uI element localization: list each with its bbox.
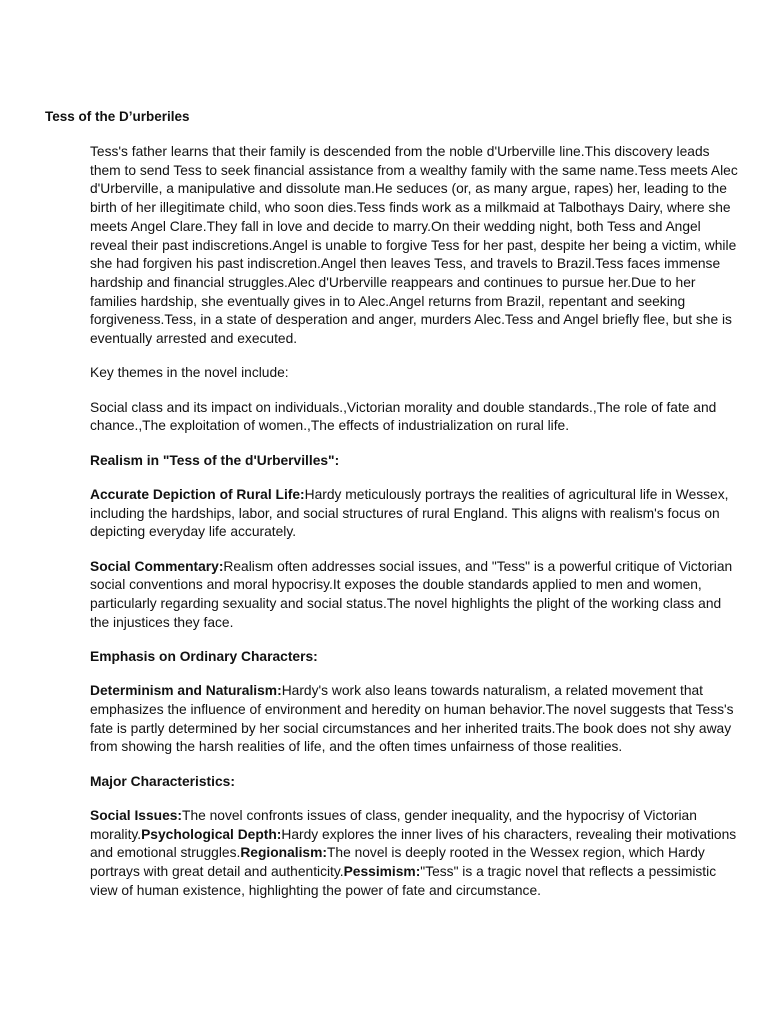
rural-life-paragraph	[90, 486, 742, 542]
document-title: Tess of the D’urberiles	[45, 109, 190, 124]
social-commentary-paragraph	[90, 558, 742, 633]
pessimism-label: Pessimism:	[343, 864, 421, 880]
psychological-depth-text: Hardy explores the inner lives of his characters, revealing their motivations and emotional struggles.	[90, 826, 737, 861]
social-commentary-label: Social Commentary:	[90, 558, 224, 574]
regionalism-label: Regionalism:	[240, 845, 327, 861]
themes-intro: Key themes in the novel include:	[90, 365, 289, 381]
themes-list: Social class and its impact on individuals.,Victorian morality and double standards.,The role of fate and chance.,The exploitation of women.,The effects of industrialization on rural life.	[90, 399, 717, 434]
social-issues-text: The novel confronts issues of class, gender inequality, and the hypocrisy of Victorian morality.	[90, 808, 697, 842]
ordinary-characters-heading: Emphasis on Ordinary Characters:	[90, 649, 318, 665]
regionalism-text: The novel is deeply rooted in the Wessex region, which Hardy portrays with great detail and authenticity.	[90, 845, 705, 880]
realism-heading: Realism in "Tess of the d'Urbervilles":	[90, 452, 340, 468]
characteristics-paragraph	[90, 807, 742, 901]
determinism-label: Determinism and Naturalism:	[90, 683, 282, 699]
social-issues-label: Social Issues:	[90, 808, 183, 824]
rural-life-label: Accurate Depiction of Rural Life:	[90, 486, 305, 502]
determinism-text: Hardy's work also leans towards naturalism, a related movement that emphasizes the influence of environment and heredity on human behavior.The novel suggests that Tess's fate is partly determined by her social circumstances and her inherited traits.The book does not shy away from showing the harsh realities of life, and the often times unfairness of those realities.	[90, 683, 734, 755]
social-commentary-text: Realism often addresses social issues, and "Tess" is a powerful critique of Victorian social conventions and moral hypocrisy.It exposes the double standards applied to men and women, particularly regarding sexuality and social status.The novel highlights the plight of the working class and the injustices they face.	[90, 558, 733, 630]
rural-life-text: Hardy meticulously portrays the realities of agricultural life in Wessex, including the hardships, labor, and social structures of rural England. This aligns with realism's focus on depicting everyday life accurately.	[90, 486, 729, 540]
psychological-depth-label: Psychological Depth:	[141, 826, 282, 842]
determinism-paragraph	[90, 682, 742, 757]
plot-summary-paragraph: Tess's father learns that their family is descended from the noble d'Urberville line.This discovery leads them to send Tess to seek financial assistance from a wealthy family with the same name.Tess meets Alec d'Urberville, a manipulative and dissolute man.He seduces (or, as many argue, rapes) her, leading to the birth of her illegitimate child, who soon dies.Tess finds work as a milkmaid at Talbothays Dairy, where she meets Angel Clare.They fall in love and decide to marry.On their wedding night, both Tess and Angel reveal their past indiscretions.Angel is unable to forgive Tess for her past, despite her being a victim, while she had forgiven his past indiscretion.Angel then leaves Tess, and travels to Brazil.Tess faces immense hardship and financial struggles.Alec d'Urberville reappears and continues to pursue her.Due to her families hardship, she eventually gives in to Alec.Angel returns from Brazil, repentant and seeking forgiveness.Tess, in a state of desperation and anger, murders Alec.Tess and Angel briefly flee, but she is eventually arrested and executed.	[90, 144, 738, 347]
major-characteristics-heading: Major Characteristics:	[90, 773, 235, 789]
pessimism-text: "Tess" is a tragic novel that reflects a pessimistic view of human existence, highlighting the power of fate and circumstance.	[90, 864, 717, 898]
document-body	[90, 143, 742, 916]
